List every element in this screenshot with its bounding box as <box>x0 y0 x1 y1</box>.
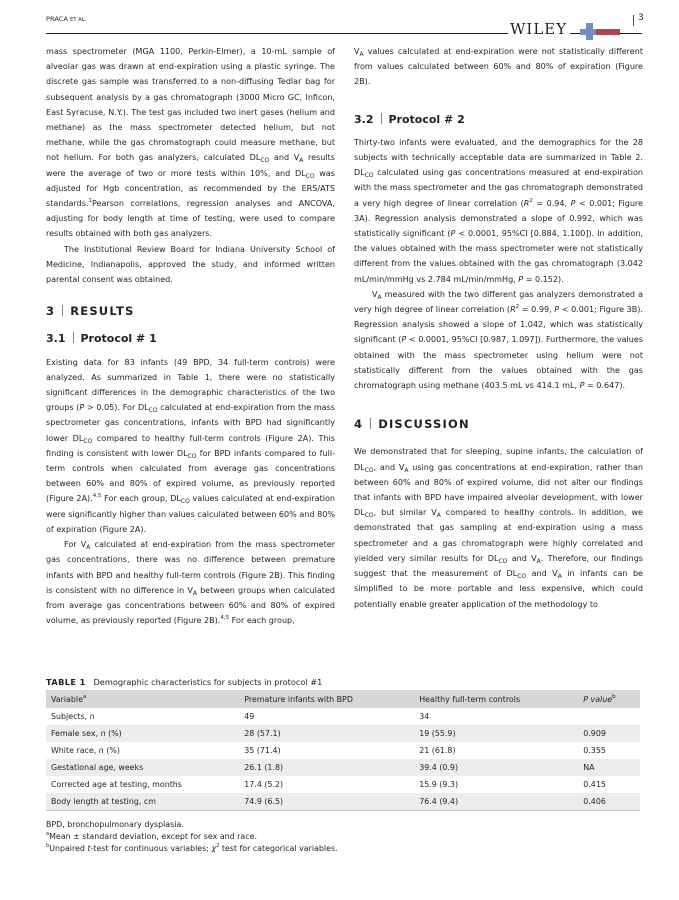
paragraph-va-continued: $V_A$ values calculated at end-expiration were not statistically different from values calculated between 60% and 80% of expiration (Figure 2B). <box>354 47 643 87</box>
cell-controls: 34 <box>419 712 430 721</box>
heading-separator <box>73 332 74 343</box>
table-row <box>46 759 640 776</box>
cell-controls: 76.4 (9.4) <box>414 793 578 811</box>
heading-separator <box>370 418 371 429</box>
page-number: 3 <box>638 13 644 23</box>
subsection-heading-protocol-1: 3.1 Protocol # 1 <box>46 332 157 346</box>
footnote-b: $^b$Unpaired t-test for continuous variables; $\chi^2$ test for categorical variables. <box>46 843 338 853</box>
cell-p-value: 0.909 <box>578 725 640 742</box>
column-header-controls: Healthy full-term controls <box>414 690 578 708</box>
demographics-table <box>46 690 640 811</box>
table-row <box>46 725 640 742</box>
column-header-bpd: Premature infants with BPD <box>239 690 414 708</box>
cell-variable: Gestational age, weeks <box>46 759 239 776</box>
table-header-row <box>46 690 640 708</box>
cell-bpd: 17.4 (5.2) <box>244 780 284 789</box>
table-row <box>46 776 640 793</box>
table-row <box>46 742 640 759</box>
cell-variable: White race, n (%) <box>51 746 120 755</box>
table-caption-text: Demographic characteristics for subjects in protocol #1 <box>93 677 323 687</box>
paragraph-protocol-1-dlco: Existing data for 83 infants (49 BPD, 34 full-term controls) were analyzed. As summarized in Table 1, there were no statistically significant differences in the demographic characteristics of the two groups (P > 0.05). For $DL_{CO}$ calculated at end-expiration from the mass spectrometer gas concentrations, infants with BPD had significantly lower $DL_{CO}$ compared to healthy full-term controls (Figure 2A). This finding is consistent with lower $DL_{CO}$ for BPD infants compared to full-term controls when calculated from average gas concentrations between 60% and 80% of expired volume, as previously reported (Figure 2A).$^{4,5}$ For each group, $DL_{CO}$ values calculated at end-expiration were significantly higher than values calculated between 60% and 80% of expiration (Figure 2A). <box>46 357 336 534</box>
cell-p-value: NA <box>578 759 640 776</box>
cell-bpd: 26.1 (1.8) <box>239 759 414 776</box>
logo-rule-right <box>620 33 642 34</box>
cell-bpd: 74.9 (6.5) <box>239 793 414 811</box>
table-caption <box>46 677 640 687</box>
table-label: TABLE 1 <box>46 677 86 687</box>
column-header-p-value: P value$^b$ <box>578 690 640 708</box>
paragraph-methods-analyzers: mass spectrometer (MGA 1100, Perkin-Elmer), a 10-mL sample of alveolar gas was drawn at end-expiration using a plastic syringe. The discrete gas sample was transferred to a non-diffusing Tedlar bag for subsequent analysis by a gas chromatograph (3000 Micro GC, Inficon, East Syracuse, N.Y.). The test gas included two inert gases (helium and methane) as the mass spectrometer detected helium, but not methane, while the gas chromatograph could measure methane, but not helium. For both gas analyzers, calculated $DL_{CO}$ and $V_A$ results were the average of two or more tests within 10%, and $DL_{CO}$ was adjusted for Hgb concentration, as recommended by the ERS/ATS standards.$^1$Pearson correlations, regression analyses and ANCOVA, adjusting for body length at time of testing, were used to compare results obtained with both gas analyzers. <box>46 47 335 239</box>
footnote-abbreviation: BPD, bronchopulmonary dysplasia. <box>46 820 184 829</box>
left-column <box>46 44 335 628</box>
cell-bpd: 49 <box>244 712 255 721</box>
heading-separator <box>381 113 382 124</box>
section-heading-discussion: 4 DISCUSSION <box>354 417 470 432</box>
cell-controls: 19 (55.9) <box>414 725 578 742</box>
page-header <box>46 12 644 38</box>
table-row <box>46 708 640 725</box>
running-head-etal: ET AL. <box>70 17 87 23</box>
heading-separator <box>62 305 63 316</box>
footnote-a: $^a$Mean ± standard deviation, except for sex and race. <box>46 831 257 841</box>
logo-rule-left <box>570 33 580 34</box>
cell-variable: Female sex, n (%) <box>46 725 239 742</box>
running-head <box>46 15 86 23</box>
table-footnotes <box>46 819 640 855</box>
paragraph-irb: The Institutional Review Board for Indiana University School of Medicine, Indianapolis, approved the study, and informed written parental consent was obtained. <box>46 244 335 285</box>
header-rule <box>46 33 508 34</box>
wiley-logo <box>508 20 628 36</box>
cell-controls: 21 (61.8) <box>419 746 456 755</box>
cell-p-value: 0.355 <box>583 746 606 755</box>
cell-p-value: 0.415 <box>583 780 606 789</box>
wiley-wordmark: WILEY <box>510 20 568 38</box>
running-head-author: PRACA <box>46 15 68 23</box>
cell-bpd: 35 (71.4) <box>244 746 281 755</box>
subsection-heading-protocol-2: 3.2 Protocol # 2 <box>354 112 465 126</box>
right-column <box>354 44 643 612</box>
cell-bpd: 28 (57.1) <box>239 725 414 742</box>
journal-banner-icon <box>596 29 620 35</box>
section-heading-results: 3 RESULTS <box>46 304 135 319</box>
cell-variable: Body length at testing, cm <box>46 793 239 811</box>
paragraph-protocol-2-va: $V_A$ measured with the two different gas analyzers demonstrated a very high degree of linear correlation ($R^2 = 0.99$, P < 0.001; Figure 3B). Regression analysis showed a slope of 1.042, which was statistically significant (P < 0.0001, 95%CI [0.987, 1.097]). Furthermore, the values obtained with the mass spectrometer using helium were not statistically different from the values obtained with the gas chromatograph using methane (403.5 mL vs 414.1 mL, P = 0.647). <box>354 289 644 391</box>
table-1 <box>46 677 640 855</box>
page-number-separator <box>633 15 634 26</box>
journal-cross-icon-vertical <box>586 23 593 40</box>
paragraph-protocol-2-dlco: Thirty-two infants were evaluated, and the demographics for the 28 subjects with technically acceptable data are summarized in Table 2. $DL_{CO}$ calculated using gas concentrations measured at end-expiration with the mass spectrometer and the gas chromatograph demonstrated a very high degree of linear correlation ($R^2 = 0.94$, P < 0.001; Figure 3A). Regression analysis demonstrated a slope of 0.992, which was statistically significant (P < 0.0001, 95%CI [0.884, 1.100]). In addition, the values obtained with the mass spectrometer were not statistically different from the values obtained with the gas chromatograph (3.042 mL/min/mmHg vs 2.784 mL/min/mmHg, P = 0.152). <box>354 137 644 284</box>
cell-p-value: 0.406 <box>578 793 640 811</box>
cell-p-value <box>578 708 640 725</box>
paragraph-discussion: We demonstrated that for sleeping, supine infants, the calculation of $DL_{CO}$, and $V_A$ using gas concentrations at end-expiration, rather than between 60% and 80% of expired volume, did not alter our findings that infants with BPD have impaired alveolar development, with lower $DL_{CO}$, but similar $V_A$ compared to healthy controls. In addition, we demonstrated that gas sampling at end-expiration using a mass spectrometer and a gas chromatograph were highly correlated and yielded very similar results for $DL_{CO}$ and $V_A$. Therefore, our findings suggest that the measurement of $DL_{CO}$ and $V_A$ in infants can be simplified to be more portable and less expensive, which could potentially enable greater application of the methodology to <box>354 447 644 609</box>
cell-variable: Subjects, n <box>51 712 95 721</box>
cell-controls: 15.9 (9.3) <box>419 780 459 789</box>
table-row <box>46 793 640 811</box>
paragraph-protocol-1-va: For $V_A$ calculated at end-expiration from the mass spectrometer gas concentrations, there was no difference between premature infants with BPD and healthy full-term controls (Figure 2B). This finding is consistent with no difference in $V_A$ between groups when calculated from average gas concentrations between 60% and 80% of expired volume, as previously reported (Figure 2B).$^{4,5}$ For each group, <box>46 540 336 626</box>
cell-variable: Corrected age at testing, months <box>51 780 182 789</box>
cell-controls: 39.4 (0.9) <box>414 759 578 776</box>
column-header-variable: Variable$^a$ <box>46 690 239 708</box>
